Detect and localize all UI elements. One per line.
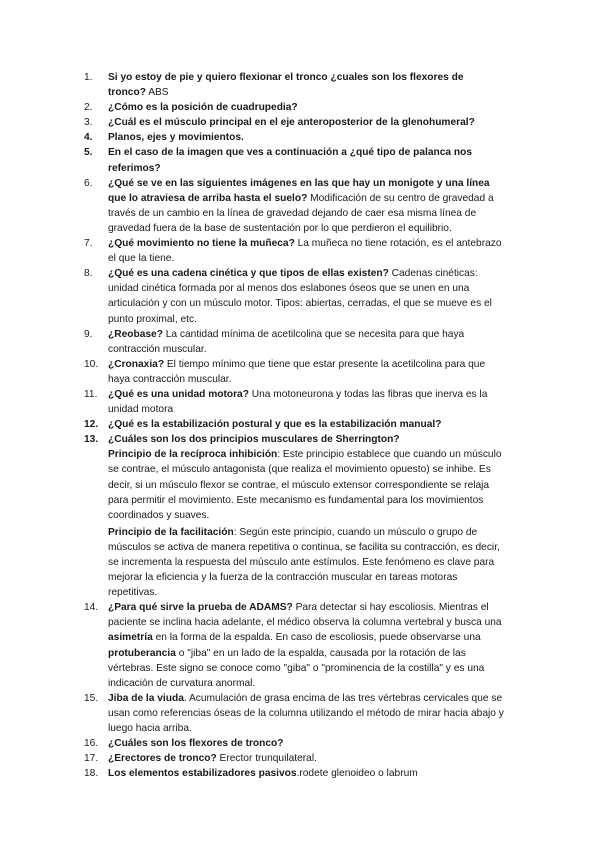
question-text: ¿Erectores de tronco? (108, 753, 217, 765)
question-text: ¿Reobase? (108, 328, 163, 340)
question-text: En el caso de la imagen que ves a continuación a ¿qué tipo de palanca nos referimos? (108, 147, 473, 174)
answer-text: El tiempo mínimo que tiene que estar presente la acetilcolina para que haya contracción muscular. (108, 358, 486, 385)
list-item (84, 691, 504, 736)
answer-text: Erector trunquilateral. (216, 753, 317, 765)
list-item (84, 432, 504, 600)
keyword-protuberance: protuberancia (108, 647, 176, 659)
item-number: 15. (84, 692, 99, 704)
list-item (84, 130, 504, 145)
item-number: 10. (84, 358, 99, 370)
item-number: 1. (84, 72, 93, 83)
list-item (84, 115, 504, 130)
item-number: 14. (84, 602, 99, 614)
question-text: ¿Cuáles son los dos principios musculares de Sherrington? (108, 434, 400, 446)
item-number: 18. (84, 768, 99, 780)
question-text: ¿Qué es la estabilización postural y que es la estabilización manual? (108, 419, 442, 431)
principle-facilitation (108, 525, 504, 600)
item-number: 6. (84, 177, 93, 189)
item-number: 5. (84, 147, 93, 159)
answer-text: o "jiba" en un lado de la espalda, causada por la rotación de las vértebras. Este signo se conoce como "giba" o "prominencia de la costilla" y es una indicación de curvatura anormal. (108, 647, 485, 689)
answer-text: en la forma de la espalda. En caso de escoliosis, puede observarse una (152, 632, 481, 644)
list-item (84, 357, 504, 387)
answer-text: La muñeca no tiene rotación, es el antebrazo el que la tiene. (108, 238, 502, 265)
principle-title: Principio de la facilitación (108, 526, 234, 538)
question-list (84, 70, 504, 781)
answer-text: Una motoneurona y todas las fibras que inerva es la unidad motora (108, 388, 488, 416)
item-number: 9. (84, 328, 93, 340)
list-item (84, 266, 504, 326)
answer-text: Modificación de su centro de gravedad a través de un cambio en la línea de gravedad dejando de caer esa misma línea de gravedad fuera de la base de sustentación por lo que perdieron el equilibrio. (108, 192, 494, 234)
item-number: 16. (84, 738, 99, 750)
question-text: ¿Para qué sirve la prueba de ADAMS? (108, 602, 293, 614)
item-number: 17. (84, 753, 99, 765)
item-number: 4. (84, 132, 93, 144)
list-item (84, 100, 504, 115)
question-text: Si yo estoy de pie y quiero flexionar el tronco ¿cuales son los flexores de tronco? (108, 72, 464, 99)
answer-text: . Acumulación de grasa encima de las tres vértebras cervicales que se usan como referencias óseas de la columna utilizando el método de mirar hacia abajo y luego hacia arriba. (108, 692, 504, 735)
item-number: 2. (84, 102, 93, 114)
answer-text: Cadenas cinéticas: unidad cinética formada por al menos dos eslabones óseos que se unen en una articulación y con un músculo motor. Tipos: abiertas, cerradas, el que se mueve es el punto proximal, etc. (108, 268, 492, 325)
list-item (84, 417, 504, 432)
principle-title: Principio de la recíproca inhibición (108, 449, 278, 461)
list-item (84, 145, 504, 175)
item-number: 13. (84, 434, 99, 446)
principle-text: : Este principio establece que cuando un músculo se contrae, el músculo antagonista (que realiza el movimiento opuesto) se inhibe. Es decir, si un músculo flexor se contrae, el músculo extensor correspondiente se relaja para permitir el movimiento. Este mecanismo es fundamental para los movimientos coordinados y suaves. (108, 449, 502, 521)
list-item (84, 176, 504, 236)
item-number: 11. (84, 388, 98, 400)
answer-text: Para detectar si hay escoliosis. Mientras el paciente se inclina hacia adelante, el médico observa la columna vertebral y busca una (108, 602, 502, 629)
question-text: ¿Qué se ve en las siguientes imágenes en las que hay un monigote y una línea que lo atraviesa de arriba hasta el suelo? (108, 177, 490, 204)
item-number: 12. (84, 419, 99, 431)
principle-reciprocal-inhibition (108, 447, 504, 522)
answer-text: ABS (145, 87, 169, 99)
question-text: ¿Cuál es el músculo principal en el eje anteroposterior de la glenohumeral? (108, 117, 475, 129)
question-text: ¿Cómo es la posición de cuadrupedia? (108, 102, 298, 114)
question-text: ¿Qué movimiento no tiene la muñeca? (108, 238, 295, 250)
question-text: ¿Cuáles son los flexores de tronco? (108, 738, 284, 750)
question-text: Jiba de la viuda (108, 692, 184, 704)
question-text: ¿Qué es una unidad motora? (108, 388, 249, 400)
item-number: 3. (84, 117, 93, 129)
item-number: 8. (84, 268, 93, 280)
list-item (84, 70, 504, 100)
list-item (84, 766, 504, 781)
list-item (84, 236, 504, 266)
list-item (84, 387, 504, 417)
principle-text: : Según este principio, cuando un músculo o grupo de músculos se activa de manera repetitiva o continua, se facilita su contracción, es decir, se incrementa la respuesta del músculo ante estímulos. Este fenómeno es clave para mejorar la eficiencia y la fuerza de la contracción muscular en tareas motoras repetitivas. (108, 526, 500, 599)
list-item (84, 327, 504, 357)
keyword-asymmetry: asimetría (108, 632, 153, 644)
list-item (84, 736, 504, 751)
list-item (84, 600, 504, 691)
question-text: ¿Cronaxia? (108, 358, 165, 370)
question-text: Los elementos estabilizadores pasivos (108, 768, 297, 780)
list-item (84, 751, 504, 766)
item-number: 7. (84, 238, 93, 250)
question-text: ¿Qué es una cadena cinética y que tipos de ellas existen? (108, 268, 389, 280)
answer-text: .rodete glenoideo o labrum (296, 768, 418, 780)
answer-text: La cantidad mínima de acetilcolina que se necesita para que haya contracción muscular. (108, 328, 465, 355)
question-text: Planos, ejes y movimientos. (108, 132, 244, 144)
